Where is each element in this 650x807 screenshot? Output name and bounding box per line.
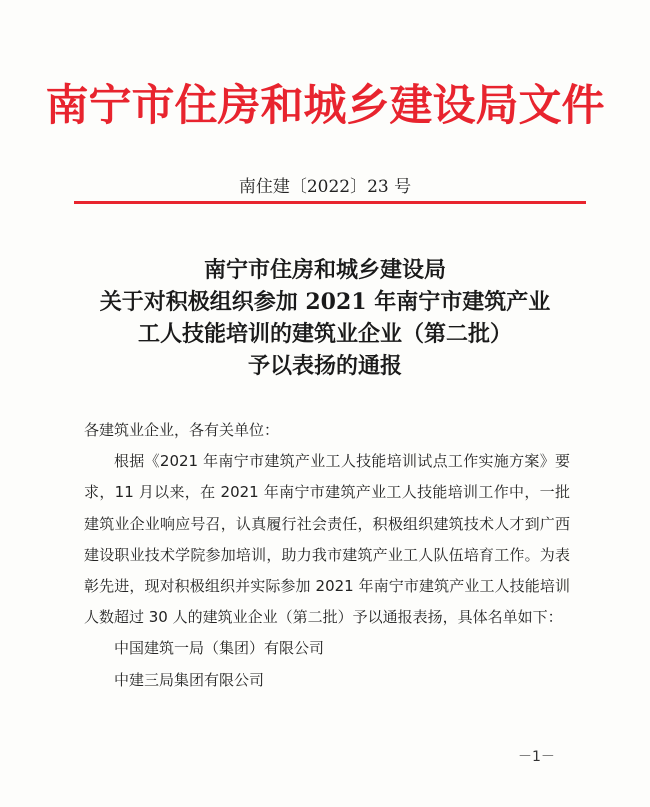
company-list-item: 中建三局集团有限公司: [114, 670, 265, 689]
notice-title: [0, 254, 650, 382]
document-masthead: 南宁市住房和城乡建设局文件: [45, 81, 605, 131]
title-line-4: 予以表扬的通报: [247, 353, 402, 379]
document-number: 南住建〔2022〕23 号: [238, 177, 412, 197]
title-line-2: 关于对积极组织参加 2021 年南宁市建筑产业: [99, 289, 551, 315]
page-number: －1－: [518, 749, 555, 765]
company-list-item: 中国建筑一局（集团）有限公司: [114, 639, 325, 658]
red-divider-rule: [74, 201, 586, 204]
salutation: 各建筑业企业，各有关单位：: [84, 421, 280, 439]
title-line-3: 工人技能培训的建筑业企业（第二批）: [137, 321, 512, 347]
title-line-1: 南宁市住房和城乡建设局: [203, 257, 446, 283]
notice-body: [84, 415, 570, 696]
body-paragraph: 根据《2021 年南宁市建筑产业工人技能培训试点工作实施方案》要求，11 月以来，在 2021 年南宁市建筑产业工人技能培训工作中，一批建筑业企业响应号召，认真履行社会责任，积极组织建筑技术人才到广西建设职业技术学院参加培训，助力我市建筑产业工人队伍培育工作。为表彰先进，现对积极组织并实际参加 2021 年南宁市建筑产业工人技能培训人数超过 30 人的建筑业企业（第二批）予以通报表扬，具体名单如下：: [84, 452, 570, 627]
